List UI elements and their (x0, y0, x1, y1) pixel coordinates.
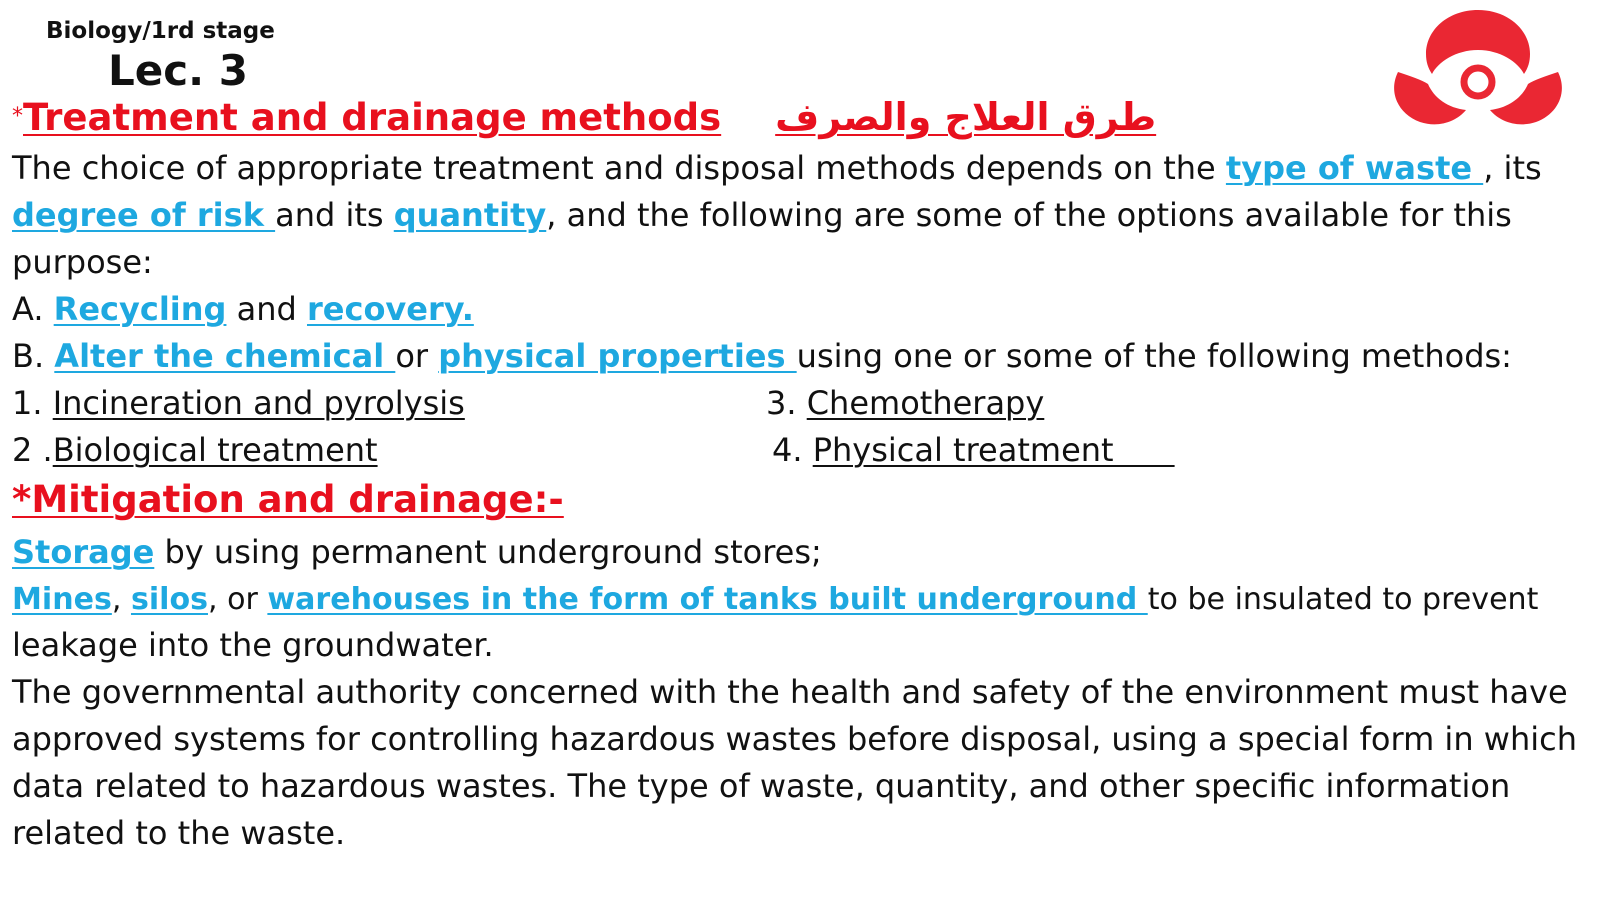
intro-line-1 (12, 145, 1542, 191)
mines-or: , or (207, 582, 268, 617)
biohazard-icon (1378, 2, 1578, 128)
link-warehouses[interactable]: warehouses in the form of tanks built underground (267, 582, 1148, 617)
option-b (12, 333, 1512, 379)
intro-text-3: and its (275, 196, 394, 234)
method-1-label: Incineration and pyrolysis (52, 384, 465, 422)
option-a-prefix: A. (12, 290, 54, 328)
method-3-number: 3. (766, 384, 807, 422)
link-quantity[interactable]: quantity (393, 196, 547, 234)
link-mines[interactable]: Mines (12, 582, 112, 617)
mines-line (12, 576, 1538, 623)
option-b-prefix: B. (12, 337, 55, 375)
method-1-number: 1. (12, 384, 53, 422)
link-physical-properties[interactable]: physical properties (438, 337, 797, 375)
heading-star: * (12, 104, 23, 129)
heading-treatment-arabic: طرق العلاج والصرف (775, 95, 1157, 139)
option-b-rest: using one or some of the following methods: (796, 337, 1512, 375)
storage-text: by using permanent underground stores; (154, 533, 822, 571)
intro-text-1: The choice of appropriate treatment and disposal methods depends on the (12, 149, 1226, 187)
method-4-number: 4. (772, 431, 813, 469)
storage-line (12, 529, 822, 575)
link-alter-chemical[interactable]: Alter the chemical (54, 337, 396, 375)
intro-text-2: , its (1483, 149, 1542, 187)
method-2 (12, 427, 378, 473)
method-1 (12, 380, 465, 426)
option-b-or: or (395, 337, 439, 375)
link-storage[interactable]: Storage (12, 533, 155, 571)
method-3-label: Chemotherapy (806, 384, 1045, 422)
link-silos[interactable]: silos (130, 582, 208, 617)
intro-line-3: purpose: (12, 243, 153, 281)
mines-comma: , (111, 582, 131, 617)
method-2-number: 2 . (12, 431, 53, 469)
heading-treatment-title: Treatment and drainage methods (23, 96, 722, 139)
link-recycling[interactable]: Recycling (53, 290, 227, 328)
method-4-label: Physical treatment (812, 431, 1175, 469)
mines-line-2: leakage into the groundwater. (12, 626, 494, 664)
option-a-and: and (226, 290, 307, 328)
lecture-number: Lec. 3 (108, 46, 248, 95)
course-label: Biology/1rd stage (46, 18, 275, 44)
closing-line-1: The governmental authority concerned with the health and safety of the environment must have (12, 673, 1568, 711)
closing-line-3: data related to hazardous wastes. The type of waste, quantity, and other specific information (12, 767, 1511, 805)
closing-line-4: related to the waste. (12, 814, 346, 852)
link-degree-of-risk[interactable]: degree of risk (12, 196, 276, 234)
method-4 (772, 427, 1175, 473)
method-2-label: Biological treatment (52, 431, 378, 469)
option-a (12, 286, 474, 332)
section-heading-treatment (12, 94, 1156, 142)
link-type-of-waste[interactable]: type of waste (1225, 149, 1484, 187)
heading-mitigation-title: *Mitigation and drainage:- (12, 478, 564, 521)
section-heading-mitigation (12, 477, 564, 524)
closing-line-2: approved systems for controlling hazardous wastes before disposal, using a special form in which (12, 720, 1577, 758)
link-recovery[interactable]: recovery. (306, 290, 474, 328)
intro-text-4: , and the following are some of the options available for this (546, 196, 1512, 234)
intro-line-2 (12, 192, 1512, 238)
method-3 (766, 380, 1044, 426)
mines-rest: to be insulated to prevent (1147, 582, 1539, 617)
